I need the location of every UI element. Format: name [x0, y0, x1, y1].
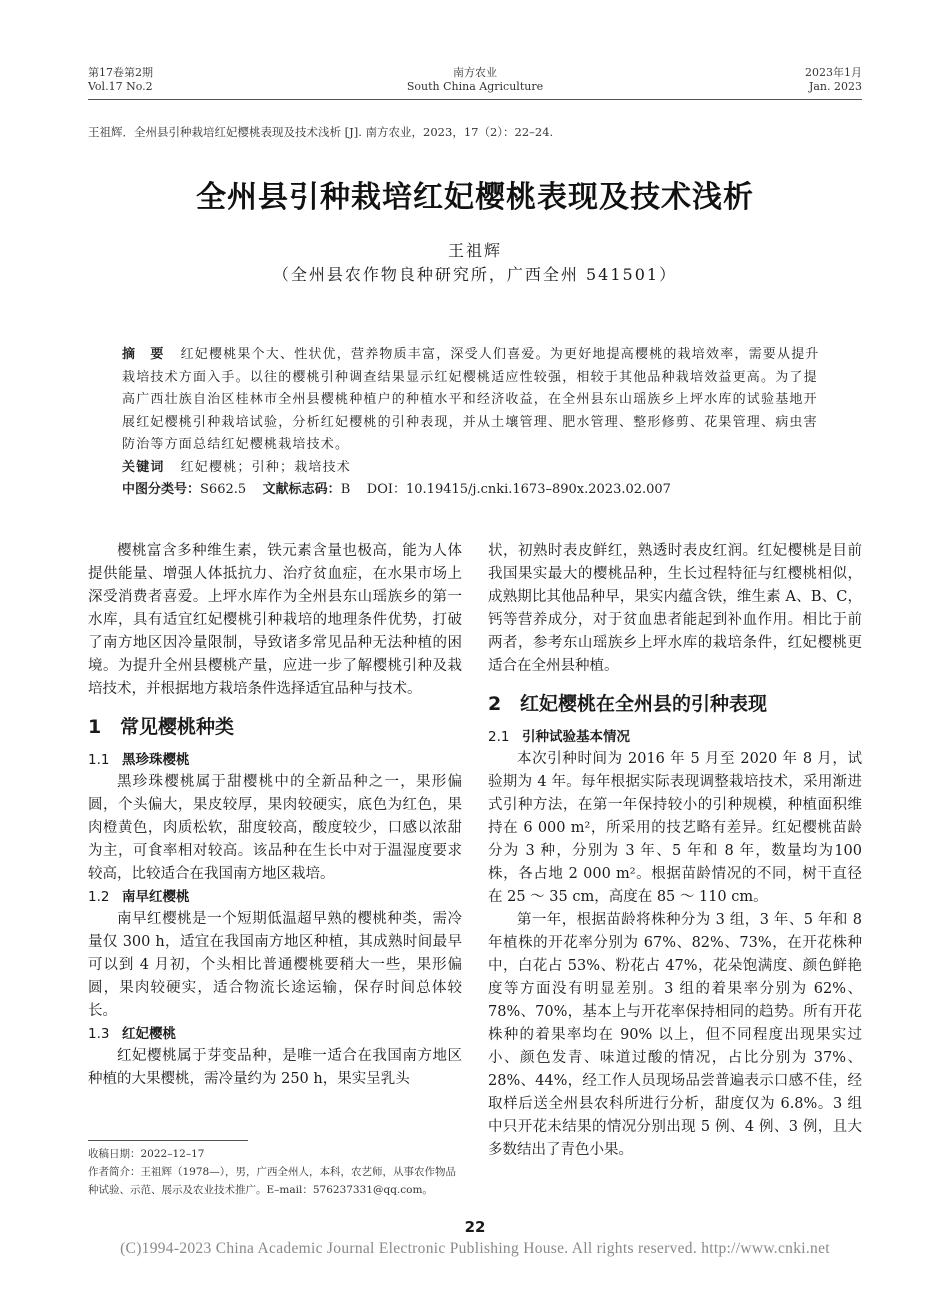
section-1-heading [88, 713, 462, 741]
right-column [488, 540, 862, 1162]
section-1-1-title: 黑珍珠樱桃 [122, 752, 190, 768]
clc-label: 中图分类号： [122, 482, 201, 497]
section-2-1-paragraph-2: 第一年，根据苗龄将株种分为 3 组，3 年、5 年和 8 年植株的开花率分别为 67%、82%、73%，在开花株种中，白花占 53%、粉花占 47%，花朵饱满度、颜色鲜艳度等方面没有明显差别。3 组的着果率分别为 62%、78%、70%，基本上与开花率保持相同的趋势。所有开花株种的着果率均在 90% 以上，但不同程度出现果实过小、颜色发青、味道过酸的情况，占比分别为 37%、28%、44%，经工作人员现场品尝普遍表示口感不佳，经取样后送全州县农科所进行分析，甜度仅为 6.8%。3 组中只开花未结果的情况分别出现 5 例、4 例、3 例，且大多数结出了青色小果。 [488, 912, 862, 1158]
doc-code-label: 文献标志码： [262, 482, 341, 497]
journal-name-en: South China Agriculture [406, 80, 544, 93]
section-1-3-paragraph: 红妃樱桃属于芽变品种，是唯一适合在我国南方地区种植的大果樱桃，需冷量约为 250 h，果实呈乳头 [88, 1048, 462, 1087]
copyright-watermark: (C)1994-2023 China Academic Journal Electronic Publishing House. All rights reserved. http://www.cnki.net [120, 1240, 830, 1257]
running-header-center [375, 66, 575, 94]
section-2-number: 2 [488, 693, 502, 715]
section-1-2-number: 1.2 [88, 889, 110, 905]
section-2-1-paragraph: 本次引种时间为 2016 年 5 月至 2020 年 8 月，试验期为 4 年。每年根据实际表现调整栽培技术，采用渐进式引种方法，在第一年保持较小的引种规模，种植面积维持在 6 000 m²，所采用的技艺略有差异。红妃樱桃苗龄分为 3 种，分别为 3 年、5 年和 8 年，数量均为100 株，各占地 2 000 m²。根据苗龄情况的不同，树干直径在 25 ～ 35 cm，高度在 85 ～ 110 cm。 [488, 751, 862, 905]
received-date: 收稿日期：2022–12–17 [88, 1148, 205, 1160]
abstract-label: 摘 要 [122, 347, 165, 362]
doi-value: 10.19415/j.cnki.1673–890x.2023.02.007 [406, 482, 671, 497]
page-number: 22 [464, 1218, 486, 1236]
issue-date-cn: 2023年1月 [805, 66, 862, 79]
volume-issue-en: Vol.17 No.2 [88, 80, 153, 93]
section-1-title: 常见樱桃种类 [120, 716, 235, 738]
author-bio: 作者简介：王祖辉（1978—），男，广西全州人，本科，农艺师，从事农作物品种试验、示范、展示及农业技术推广。E–mail：576237331@qq.com。 [88, 1166, 456, 1196]
keywords-line [122, 457, 830, 480]
journal-name-cn: 南方农业 [453, 66, 497, 79]
issue-date-en: Jan. 2023 [808, 80, 862, 93]
doc-code-value: B [340, 482, 351, 497]
section-1-1-number: 1.1 [88, 752, 110, 768]
section-1-number: 1 [88, 716, 102, 738]
intro-paragraph: 樱桃富含多种维生素，铁元素含量也极高，能为人体提供能量、增强人体抵抗力、治疗贫血症，在水果市场上深受消费者喜爱。上坪水库作为全州县东山瑶族乡的第一水库，具有适宜红妃樱桃引种栽培的地理条件优势，打破了南方地区因冷量限制，导致诸多常见品种无法种植的困境。为提升全州县樱桃产量，应进一步了解樱桃引种及栽培技术，并根据地方栽培条件选择适宜品种与技术。 [88, 543, 462, 697]
section-1-2-heading [88, 886, 462, 908]
footnote-divider [88, 1140, 248, 1141]
section-1-3-title: 红妃樱桃 [122, 1026, 176, 1042]
abstract-block [122, 344, 830, 502]
section-1-3-number: 1.3 [88, 1026, 110, 1042]
running-header-left [88, 66, 153, 94]
section-1-3-heading [88, 1023, 462, 1045]
keywords-label: 关键词 [122, 459, 165, 475]
header-divider [88, 99, 862, 100]
running-header-right [805, 66, 862, 94]
abstract-text: 红妃樱桃果个大、性状优，营养物质丰富，深受人们喜爱。为更好地提高樱桃的栽培效率，需要从提升栽培技术方面入手。以往的樱桃引种调查结果显示红妃樱桃适应性较强，相较于其他品种栽培效益更高。为了提高广西壮族自治区桂林市全州县樱桃种植户的种植水平和经济收益，在全州县东山瑶族乡上坪水库的试验基地开展红妃樱桃引种栽培试验，分析红妃樱桃的引种表现，并从土壤管理、肥水管理、整形修剪、花果管理、病虫害防治等方面总结红妃樱桃栽培技术。 [122, 347, 820, 452]
section-1-1-paragraph: 黑珍珠樱桃属于甜樱桃中的全新品种之一，果形偏圆，个头偏大，果皮较厚，果肉较硬实，底色为红色，果肉橙黄色，肉质松软，甜度较高，酸度较少，口感以浓甜为主，可食率相对较高。该品种在生长中对于温湿度要求较高，比较适合在我国南方地区栽培。 [88, 774, 462, 882]
author-name: 王祖辉 [447, 241, 502, 260]
clc-value: S662.5 [200, 482, 247, 497]
volume-issue-cn: 第17卷第2期 [88, 66, 153, 79]
left-column [88, 540, 462, 1091]
abstract-paragraph [122, 344, 830, 457]
citation-line: 王祖辉．全州县引种栽培红妃樱桃表现及技术浅析 [J]. 南方农业，2023，17（2）：22–24. [88, 125, 554, 139]
section-1-3-continued: 状，初熟时表皮鲜红，熟透时表皮红润。红妃樱桃是目前我国果实最大的樱桃品种，生长过程特征与红樱桃相似，成熟期比其他品种早，果实内蕴含铁，维生素 A、B、C，钙等营养成分，对于贫血患者能起到补血作用。相比于前两者，参考东山瑶族乡上坪水库的栽培条件，红妃樱桃更适合在全州县种植。 [488, 543, 862, 674]
section-1-2-paragraph: 南早红樱桃是一个短期低温超早熟的樱桃种类，需冷量仅 300 h，适宜在我国南方地区种植，其成熟时间最早可以到 4 月初，个头相比普通樱桃要稍大一些，果形偏圆，果肉较硬实，适合物流长途运输，保存时间总体较长。 [88, 911, 462, 1019]
footnote-block [88, 1145, 462, 1199]
author-affiliation: （全州县农作物良种研究所，广西全州 541501） [272, 265, 678, 284]
section-2-heading [488, 690, 862, 718]
section-1-2-title: 南早红樱桃 [122, 889, 190, 905]
section-2-title: 红妃樱桃在全州县的引种表现 [520, 693, 768, 715]
section-2-1-number: 2.1 [488, 729, 510, 745]
classification-line [122, 479, 830, 502]
doi-label: DOI： [366, 482, 406, 497]
section-2-1-heading [488, 726, 862, 748]
paper-title: 全州县引种栽培红妃樱桃表现及技术浅析 [196, 180, 754, 215]
section-1-1-heading [88, 749, 462, 771]
keywords-text: 红妃樱桃；引种；栽培技术 [180, 459, 352, 475]
section-2-1-title: 引种试验基本情况 [522, 729, 630, 745]
